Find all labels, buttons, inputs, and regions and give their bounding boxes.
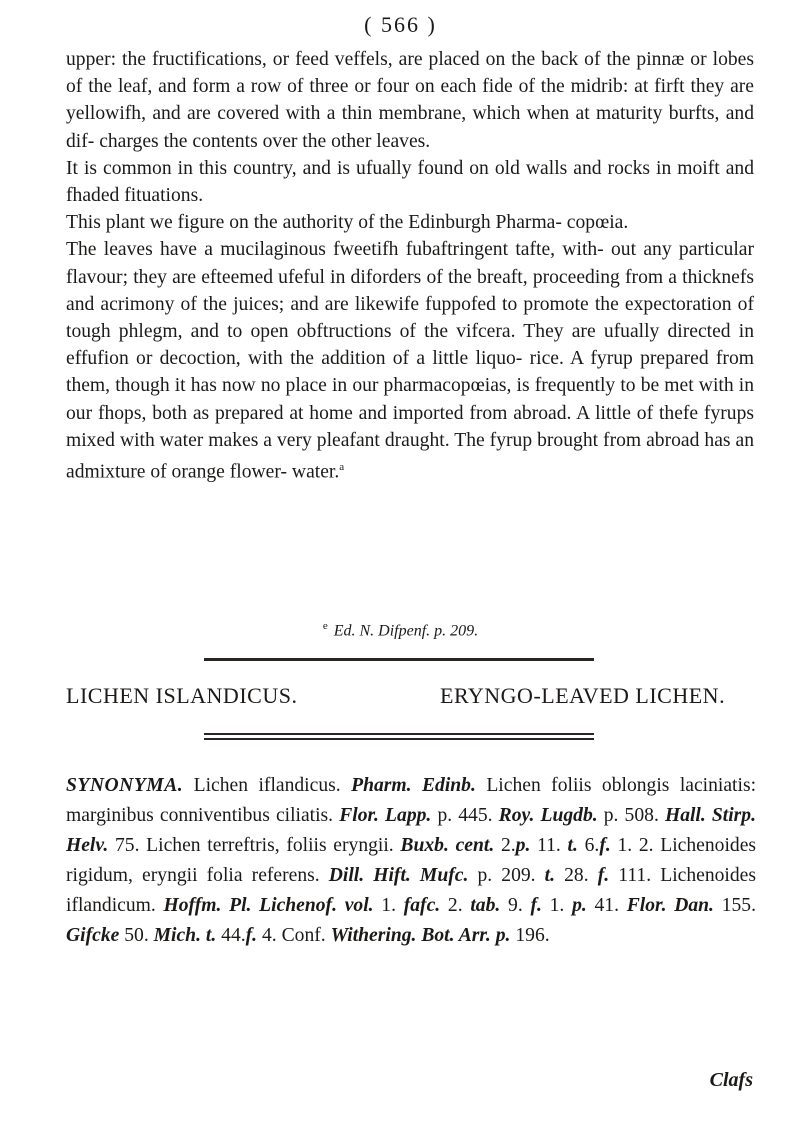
syn-ref: f. — [245, 925, 258, 946]
syn-ref: Dill. Hift. Mufc. — [328, 865, 469, 886]
paragraph-authority: This plant we figure on the authority of the Edinburgh Pharma- copœia. — [66, 212, 629, 234]
main-text — [66, 46, 754, 486]
syn-text: p. 209. — [477, 865, 536, 886]
syn-ref: Flor. Dan. — [626, 895, 714, 916]
paragraph-habitat: It is common in this country, and is ufually found on old walls and rocks in moift and fhaded fituations. — [66, 157, 754, 207]
syn-ref: f. — [599, 835, 611, 856]
catchword: Clafs — [709, 1069, 753, 1091]
syn-ref: Roy. Lugdb. — [498, 805, 598, 826]
section-rule-double-bottom — [204, 738, 594, 740]
syn-ref: p. — [572, 895, 587, 916]
section-title-english: ERYNGO-LEAVED LICHEN. — [440, 683, 726, 708]
syn-text: p. 508. — [603, 805, 659, 826]
paragraph-properties-text: The leaves have a mucilaginous fweetifh fubaftringent tafte, with- out any particular flavour; they are efteemed ufeful in diforders of the breaft, proceeding from a thicknefs and acrimony of the juices; and are likewife fuppofed to promote the expectoration of tough phlegm, and to open obftructions of the vifcera. They are ufually directed in effufion or decoction, with the addition of a little liquo- rice. A fyrup prepared from them, though it has now no place in our pharmacopœias, is frequently to be met with in our fhops, both as prepared at home and imported from abroad. A little of thefe fyrups mixed with water makes a very pleafant draught. The fyrup brought from abroad has an admixture of orange flower- water. — [66, 239, 754, 483]
syn-text: 111. Lichenoides iflandicum. — [66, 865, 756, 916]
syn-text: Lichen iflandicus. — [193, 775, 341, 796]
syn-text: 44. — [221, 925, 246, 946]
syn-ref: f. — [530, 895, 542, 916]
syn-ref: t. — [544, 865, 556, 886]
syn-text: 4. Conf. — [261, 925, 326, 946]
syn-text: 1. — [549, 895, 565, 916]
section-rule-double-top — [204, 733, 594, 735]
synonyma-paragraph — [66, 771, 756, 951]
syn-ref: p. — [515, 835, 531, 856]
syn-text: 196. — [515, 925, 550, 946]
page-number: ( 566 ) — [364, 12, 437, 37]
footnote-reference-mark: a — [339, 461, 345, 474]
syn-text: 75. Lichen terreftris, foliis eryngii. — [114, 835, 394, 856]
syn-text: 2. — [447, 895, 463, 916]
paragraph-fructifications: upper: the fructifications, or feed veffels, are placed on the back of the pinnæ or lobes of the leaf, and form a row of three or four on each fide of the midrib: at firft they are yellowifh, and are covered with a thin membrane, which when at maturity burfts, and dif- charges the contents over the other leaves. — [66, 49, 754, 152]
syn-ref: Withering. Bot. Arr. p. — [330, 925, 511, 946]
synonyma-heading: SYNONYMA. — [66, 775, 184, 796]
syn-text: 1. 2. Lichenoides rigidum, eryngii folia referens. — [66, 835, 757, 886]
syn-ref: Hoffm. Pl. Lichenof. vol. — [163, 895, 374, 916]
syn-ref: t. — [567, 835, 578, 856]
section-rule-top — [204, 658, 594, 661]
syn-text: 2. — [500, 835, 516, 856]
syn-ref: fafc. — [403, 895, 441, 916]
paragraph-properties — [66, 236, 754, 485]
syn-ref: Gifcke — [66, 925, 120, 946]
syn-ref: tab. — [470, 895, 501, 916]
syn-ref: f. — [597, 865, 610, 886]
syn-text: 155. — [721, 895, 756, 916]
footnote-text: Ed. N. Difpenf. p. 209. — [333, 622, 479, 640]
syn-text: p. 445. — [437, 805, 493, 826]
syn-ref: Mich. t. — [153, 925, 217, 946]
section-title-latin: LICHEN ISLANDICUS. — [66, 683, 298, 708]
syn-ref: Pharm. Edinb. — [351, 775, 476, 796]
syn-text: 6. — [584, 835, 600, 856]
syn-text: 11. — [537, 835, 561, 856]
syn-text: Lichen foliis oblongis laciniatis: marginibus conniventibus ciliatis. — [66, 775, 757, 826]
syn-ref: Flor. Lapp. — [339, 805, 432, 826]
footnote — [0, 620, 801, 640]
syn-text: 1. — [381, 895, 396, 916]
syn-ref: Hall. Stirp. Helv. — [66, 805, 756, 856]
footnote-mark: e — [322, 620, 328, 632]
synonyma-block — [66, 771, 756, 951]
syn-text: 41. — [594, 895, 619, 916]
syn-ref: Buxb. cent. — [400, 835, 495, 856]
syn-text: 28. — [564, 865, 589, 886]
syn-text: 9. — [508, 895, 523, 916]
syn-text: 50. — [124, 925, 149, 946]
